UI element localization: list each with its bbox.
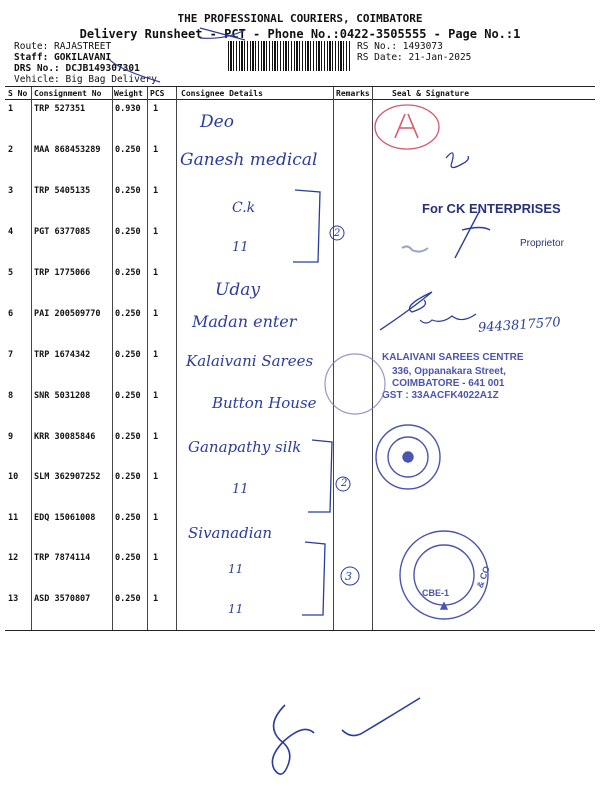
row-sno: 2 (8, 145, 14, 155)
row-weight: 0.250 (115, 186, 141, 196)
row-consignment: KRR 30085846 (34, 432, 96, 442)
ck-stamp-company: For CK ENTERPRISES (422, 201, 561, 216)
signature-mark (446, 153, 468, 168)
rs-number: RS No.: 1493073 (357, 41, 443, 52)
handwritten-phone: 9443817570 (477, 315, 562, 336)
staff-label: Staff: GOKILAVANI (14, 52, 112, 63)
row-sno: 1 (8, 104, 14, 114)
row-pcs: 1 (153, 309, 159, 319)
pen-mark (200, 28, 245, 40)
company-title: THE PROFESSIONAL COURIERS, COIMBATORE (177, 12, 423, 25)
drs-number: DRS No.: DCJB149307301 (14, 63, 140, 74)
bracket-mark (308, 440, 332, 512)
remark-circle-icon (330, 226, 344, 240)
row-pcs: 1 (153, 391, 159, 401)
row-pcs: 1 (153, 145, 159, 155)
row-weight: 0.250 (115, 594, 141, 604)
sarees-stamp-city: COIMBATORE - 641 001 (392, 378, 505, 389)
remark-circle-icon (336, 477, 350, 491)
ck-stamp-title: Proprietor (520, 238, 564, 249)
row-pcs: 1 (153, 104, 159, 114)
signature-mark (380, 292, 432, 330)
rs-date: RS Date: 21-Jan-2025 (357, 52, 472, 63)
round-seal-icon (400, 531, 488, 619)
row-pcs: 1 (153, 186, 159, 196)
co-stamp-text: & CO (474, 564, 492, 590)
row-pcs: 1 (153, 594, 159, 604)
signature-mark (342, 698, 420, 736)
row-consignment: SLM 362907252 (34, 472, 101, 482)
row-consignment: SNR 5031208 (34, 391, 91, 401)
row-pcs: 1 (153, 553, 159, 563)
col-header-sno: S No (8, 89, 28, 98)
row-sno: 6 (8, 309, 14, 319)
row-sno: 5 (8, 268, 14, 278)
pen-mark (110, 60, 160, 82)
col-header-consignment: Consignment No (34, 89, 102, 98)
row-weight: 0.250 (115, 309, 141, 319)
smudge-mark (402, 246, 428, 251)
vehicle-label: Vehicle: Big Bag Delivery (14, 74, 157, 85)
row-consignment: MAA 868453289 (34, 145, 101, 155)
sarees-stamp-gst: GST : 33AACFK4022A1Z (382, 390, 499, 401)
row-sno: 9 (8, 432, 14, 442)
handwritten-consignee: 11 (228, 562, 244, 576)
col-header-remarks: Remarks (336, 89, 370, 98)
handwritten-consignee: 11 (232, 482, 249, 497)
row-weight: 0.250 (115, 432, 141, 442)
row-consignment: TRP 5405135 (34, 186, 91, 196)
round-seal-icon (325, 354, 385, 414)
remark-mark: 3 (345, 570, 352, 583)
row-consignment: TRP 1775066 (34, 268, 91, 278)
signature-mark (455, 210, 490, 258)
signature-mark (272, 705, 314, 774)
row-weight: 0.250 (115, 513, 141, 523)
row-sno: 3 (8, 186, 14, 196)
handwritten-consignee: Ganapathy silk (188, 438, 302, 456)
row-pcs: 1 (153, 472, 159, 482)
remark-circle-icon (341, 567, 359, 585)
bracket-mark (302, 542, 325, 615)
handwritten-consignee: 11 (228, 602, 244, 616)
row-sno: 8 (8, 391, 14, 401)
row-consignment: PGT 6377085 (34, 227, 91, 237)
handwritten-consignee: Madan enter (192, 312, 297, 331)
row-consignment: TRP 1674342 (34, 350, 91, 360)
cbe-stamp-text: CBE-1 (422, 588, 450, 598)
remark-mark: 2 (341, 478, 348, 489)
signature-mark (420, 314, 476, 323)
row-consignment: PAI 200509770 (34, 309, 101, 319)
row-sno: 4 (8, 227, 14, 237)
row-pcs: 1 (153, 432, 159, 442)
handwritten-consignee: Uday (215, 280, 260, 300)
row-consignment: TRP 7874114 (34, 553, 91, 563)
handwritten-consignee: 11 (232, 240, 249, 255)
row-weight: 0.250 (115, 145, 141, 155)
row-pcs: 1 (153, 513, 159, 523)
handwritten-consignee: Deo (200, 112, 234, 132)
row-weight: 0.250 (115, 268, 141, 278)
col-header-weight: Weight (114, 89, 143, 98)
remark-mark: 2 (334, 228, 341, 239)
row-pcs: 1 (153, 350, 159, 360)
row-pcs: 1 (153, 268, 159, 278)
col-header-consignee: Consignee Details (181, 89, 263, 98)
handwritten-consignee: Sivanadian (188, 524, 273, 542)
handwritten-consignee: Kalaivani Sarees (186, 352, 314, 370)
pink-seal-icon (375, 105, 439, 149)
row-weight: 0.250 (115, 553, 141, 563)
sarees-stamp-name: KALAIVANI SAREES CENTRE (382, 352, 524, 363)
handwritten-consignee: Button House (212, 394, 317, 412)
sarees-stamp-address: 336, Oppanakara Street, (392, 366, 506, 377)
col-header-pcs: PCS (150, 89, 165, 98)
runsheet-subtitle: Delivery Runsheet - PCT - Phone No.:0422-3505555 - Page No.:1 (79, 27, 521, 41)
row-sno: 7 (8, 350, 14, 360)
row-sno: 10 (8, 472, 19, 482)
round-seal-icon (376, 425, 440, 489)
handwritten-consignee: Ganesh medical (180, 150, 318, 170)
bracket-mark (293, 190, 320, 262)
route-label: Route: RAJASTREET (14, 41, 112, 52)
col-header-seal: Seal & Signature (392, 89, 470, 98)
row-sno: 12 (8, 553, 19, 563)
row-weight: 0.250 (115, 227, 141, 237)
row-pcs: 1 (153, 227, 159, 237)
row-consignment: TRP 527351 (34, 104, 86, 114)
row-sno: 13 (8, 594, 19, 604)
row-consignment: EDQ 15061008 (34, 513, 96, 523)
row-weight: 0.250 (115, 350, 141, 360)
row-weight: 0.930 (115, 104, 141, 114)
row-weight: 0.250 (115, 391, 141, 401)
handwritten-consignee: C.k (232, 200, 256, 216)
row-sno: 11 (8, 513, 19, 523)
row-consignment: ASD 3570807 (34, 594, 91, 604)
row-weight: 0.250 (115, 472, 141, 482)
